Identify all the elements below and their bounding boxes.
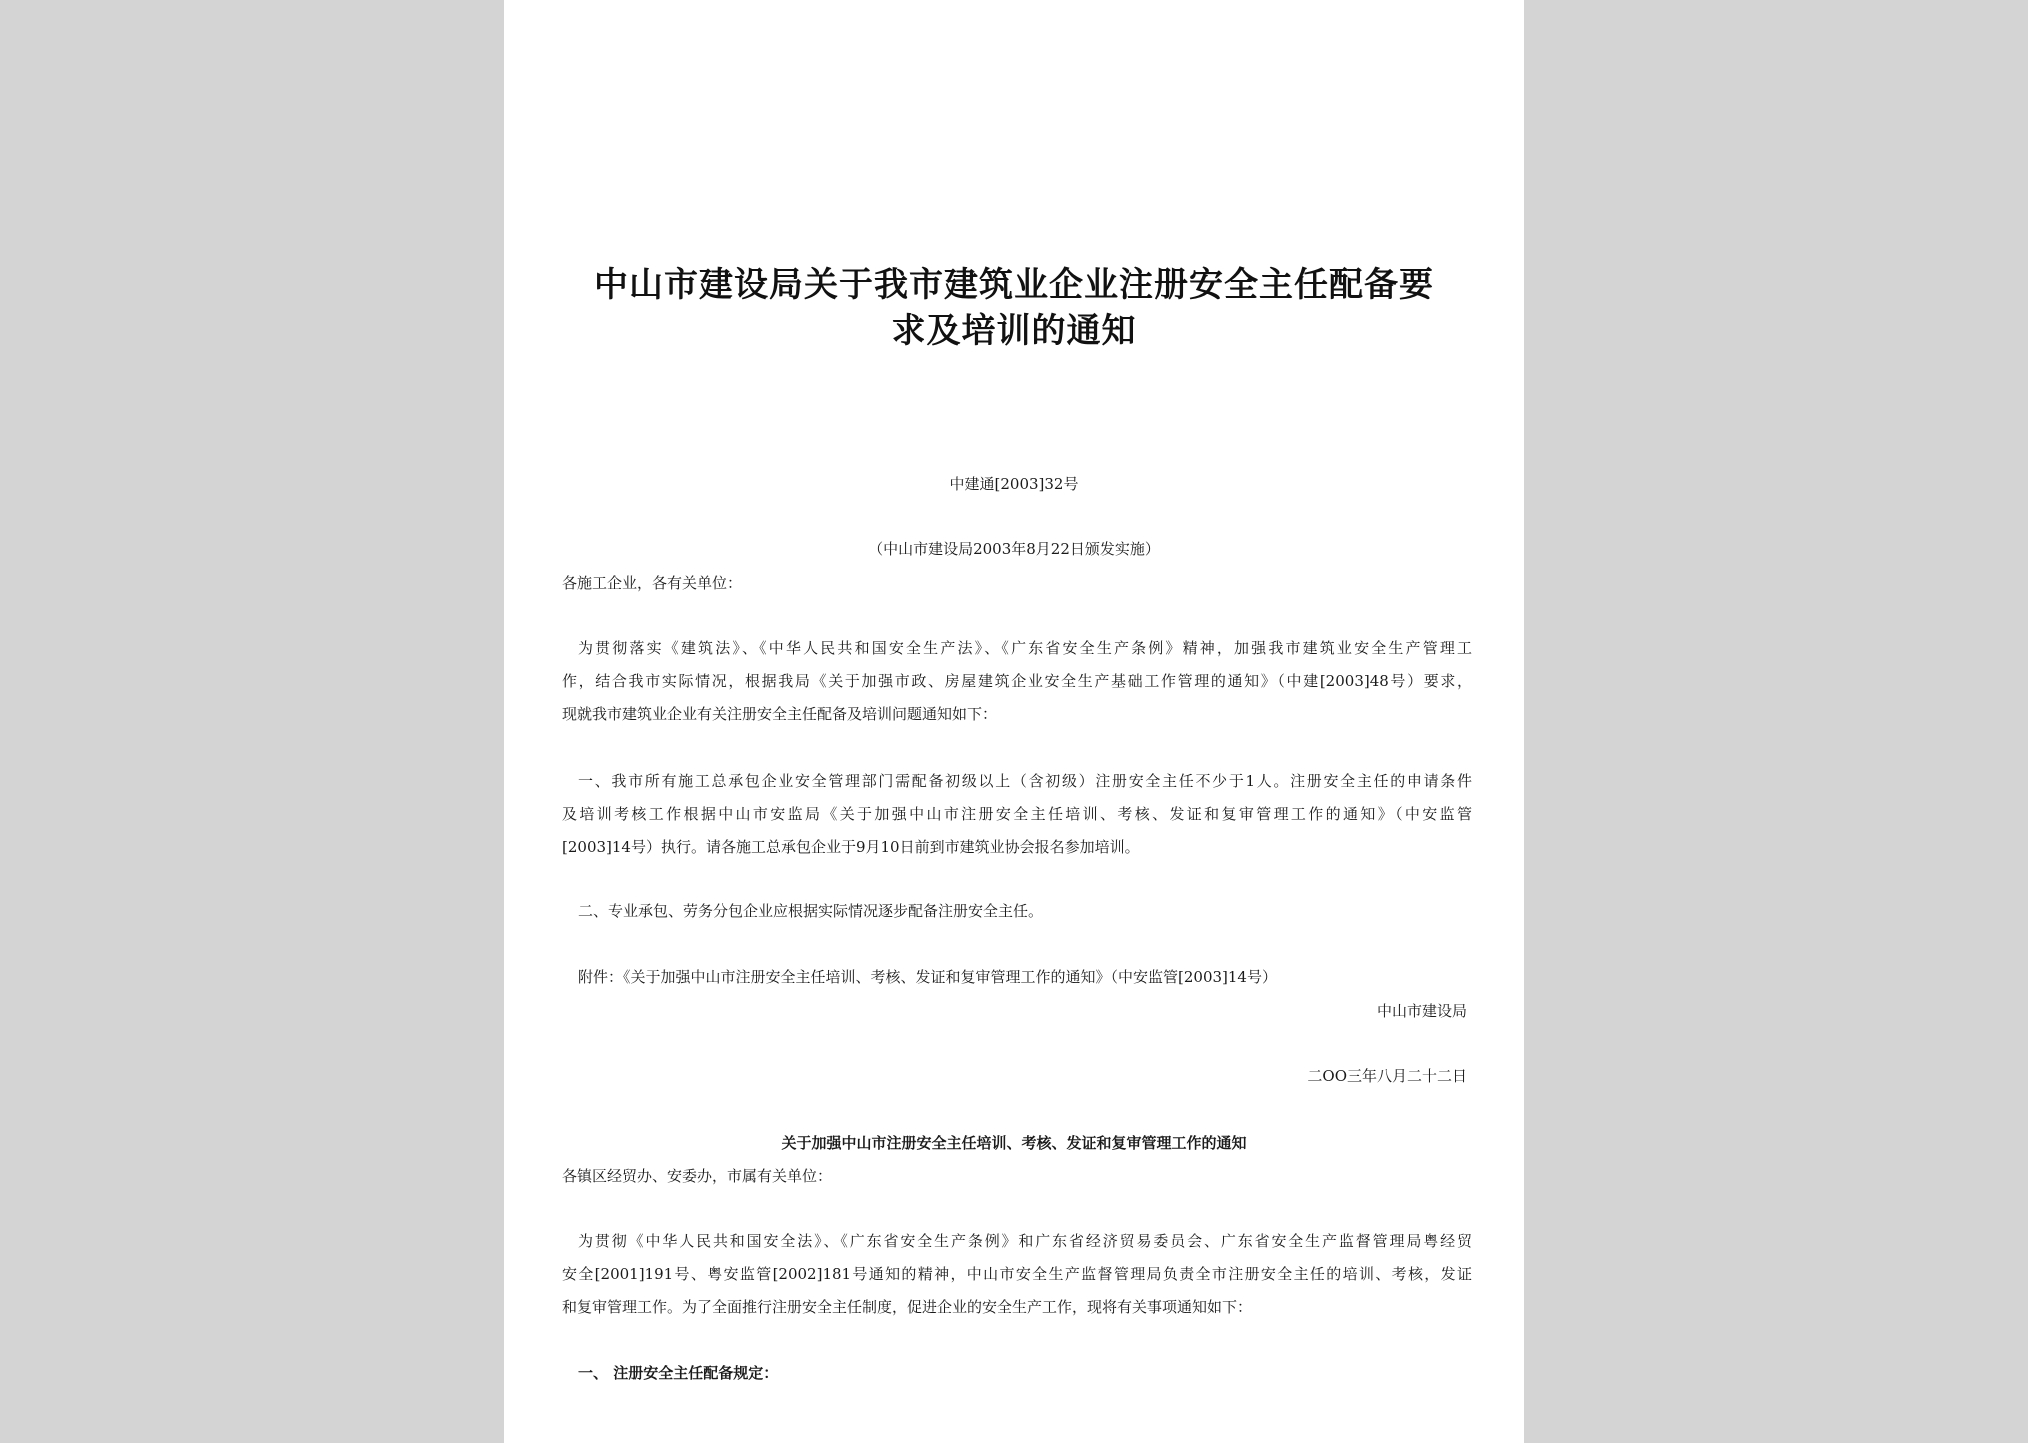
title-line-2: 求及培训的通知 xyxy=(891,311,1137,351)
signature: 中山市建设局 xyxy=(1376,1002,1467,1020)
document-page xyxy=(504,0,1524,1443)
annex-para1-line-1: 为贯彻《中华人民共和国安全法》、《广东省安全生产条例》和广东省经济贸易委员会、广东省安全生产监督管理局粤经贸 xyxy=(578,1232,1472,1250)
attachment-line: 附件：《关于加强中山市注册安全主任培训、考核、发证和复审管理工作的通知》（中安监管[2003]14号） xyxy=(578,968,1277,986)
annex-para1-line-2: 安全[2001]191号、粤安监管[2002]181号通知的精神，中山市安全生产监督管理局负责全市注册安全主任的培训、考核，发证 xyxy=(562,1265,1472,1283)
title-line-1: 中山市建设局关于我市建筑业企业注册安全主任配备要 xyxy=(594,265,1434,305)
document-number: 中建通[2003]32号 xyxy=(949,475,1079,493)
addressee: 各施工企业，各有关单位： xyxy=(562,574,743,592)
para2-line-2: 及培训考核工作根据中山市安监局《关于加强中山市注册安全主任培训、考核、发证和复审管理工作的通知》（中安监管 xyxy=(562,805,1472,823)
annex-title: 关于加强中山市注册安全主任培训、考核、发证和复审管理工作的通知 xyxy=(781,1134,1247,1152)
para2-line-1: 一、我市所有施工总承包企业安全管理部门需配备初级以上（含初级）注册安全主任不少于1人。注册安全主任的申请条件 xyxy=(578,772,1472,790)
para1-line-3: 现就我市建筑业企业有关注册安全主任配备及培训问题通知如下： xyxy=(562,705,998,723)
para1-line-2: 作，结合我市实际情况，根据我局《关于加强市政、房屋建筑企业安全生产基础工作管理的通知》（中建[2003]48号）要求， xyxy=(562,672,1472,690)
annex-para1-line-3: 和复审管理工作。为了全面推行注册安全主任制度，促进企业的安全生产工作，现将有关事项通知如下： xyxy=(562,1298,1253,1316)
para2-line-3: [2003]14号）执行。请各施工总承包企业于9月10日前到市建筑业协会报名参加培训。 xyxy=(562,838,1140,856)
annex-section1-heading: 一、 注册安全主任配备规定： xyxy=(578,1364,779,1382)
document-date: 二OO三年八月二十二日 xyxy=(1307,1067,1467,1085)
document-title xyxy=(564,262,1464,354)
para3: 二、专业承包、劳务分包企业应根据实际情况逐步配备注册安全主任。 xyxy=(578,902,1044,920)
issue-line: （中山市建设局2003年8月22日颁发实施） xyxy=(868,540,1160,558)
para1-line-1: 为贯彻落实《建筑法》、《中华人民共和国安全生产法》、《广东省安全生产条例》精神，加强我市建筑业安全生产管理工 xyxy=(578,639,1472,657)
annex-addressee: 各镇区经贸办、安委办，市属有关单位： xyxy=(562,1167,833,1185)
